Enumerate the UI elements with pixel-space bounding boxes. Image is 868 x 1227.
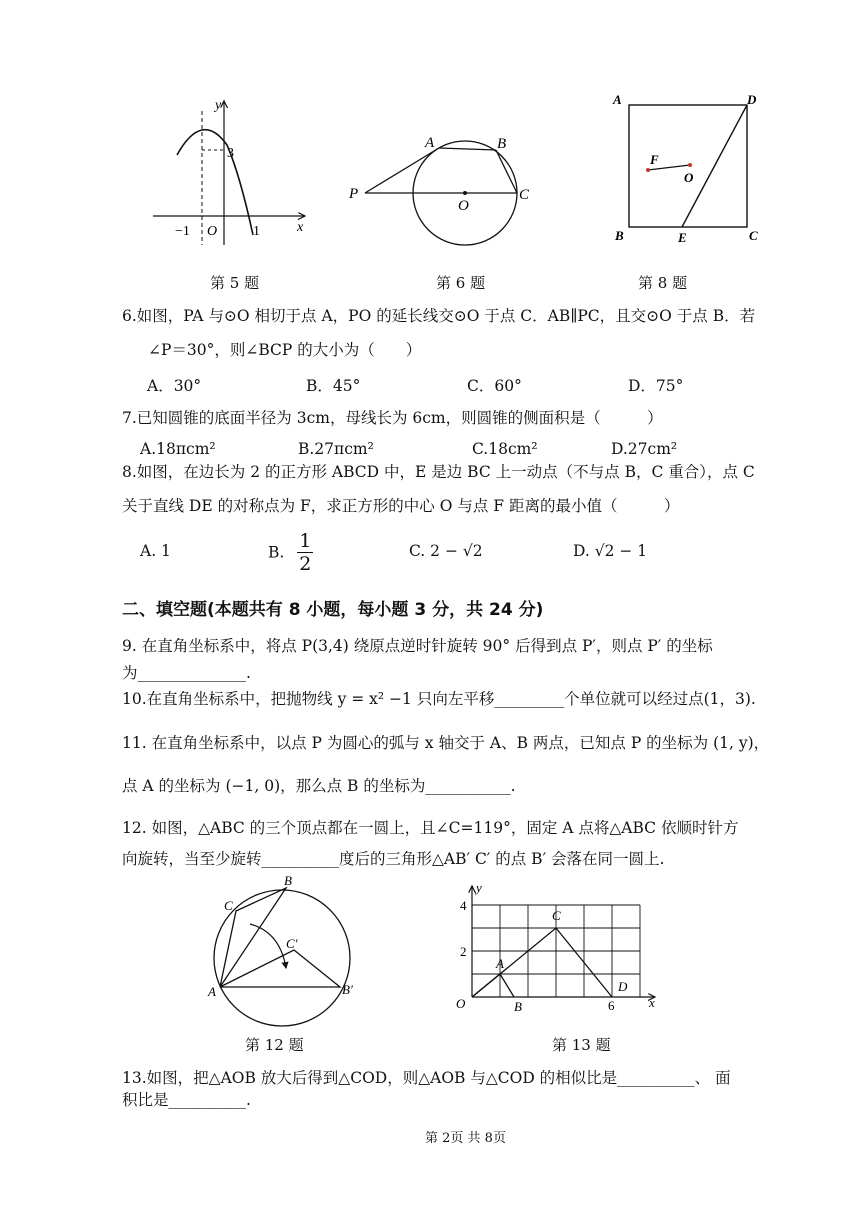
tangent-pa xyxy=(365,148,439,193)
question-6-option-b: B．45° xyxy=(306,377,361,395)
neg-one-label: −1 xyxy=(175,224,190,239)
figure-8-square xyxy=(610,88,770,250)
fraction-one-half xyxy=(297,530,313,575)
question-7-option-d: D.27cm² xyxy=(611,440,678,458)
section-2-title: 二、填空题(本题共有 8 小题，每小题 3 分，共 24 分) xyxy=(122,600,544,620)
figure-8-caption: 第 8 题 xyxy=(638,274,688,292)
figure-13-caption: 第 13 题 xyxy=(552,1036,611,1054)
question-8-option-a: A. 1 xyxy=(140,542,171,560)
question-8-line-1: 8.如图，在边长为 2 的正方形 ABCD 中，E 是边 BC 上一动点（不与点 B，C 重合），点 C xyxy=(122,463,755,481)
x-label: x xyxy=(297,220,304,235)
tick-6: 6 xyxy=(608,998,615,1013)
label-a: A xyxy=(208,984,216,999)
square-abcd xyxy=(629,105,747,227)
label-b: B xyxy=(284,873,292,888)
figure-5-caption: 第 5 题 xyxy=(210,274,260,292)
question-6-line-1: 6.如图，PA 与⊙O 相切于点 A，PO 的延长线交⊙O 于点 C．AB∥PC，且交⊙O 于点 B．若 xyxy=(122,307,756,325)
tick-4: 4 xyxy=(460,898,467,913)
fraction-numerator: 1 xyxy=(299,530,312,552)
label-d: D xyxy=(618,979,628,994)
label-a: A xyxy=(496,956,504,971)
origin-label: O xyxy=(456,996,466,1011)
label-c-prime: C′ xyxy=(286,936,298,951)
label-d: D xyxy=(747,92,757,107)
y-intercept-label: 3 xyxy=(227,146,234,161)
label-c: C xyxy=(749,228,758,243)
question-13-line-2: 积比是__________. xyxy=(122,1091,251,1109)
label-b: B xyxy=(615,228,624,243)
origin-label: O xyxy=(207,224,218,239)
label-b-prime: B′ xyxy=(342,982,353,997)
label-c: C xyxy=(519,187,530,203)
one-label: 1 xyxy=(253,224,260,239)
figure-12-rotated-triangle xyxy=(200,872,365,1032)
question-6-line-2: ∠P＝30°，则∠BCP 的大小为（ ） xyxy=(148,341,422,359)
circumcircle xyxy=(214,890,350,1026)
y-label: y xyxy=(215,98,222,113)
question-10-line: 10.在直角坐标系中，把抛物线 y = x² −1 只向左平移_________个单位就可以经过点(1，3). xyxy=(122,690,756,708)
question-13-line-1: 13.如图，把△AOB 放大后得到△COD，则△AOB 与△COD 的相似比是__________、 面 xyxy=(122,1069,731,1087)
page-footer: 第 2页 共 8页 xyxy=(425,1131,506,1146)
question-6-option-c: C．60° xyxy=(467,377,522,395)
label-o: O xyxy=(684,170,694,185)
triangle-cod xyxy=(472,928,612,997)
segment-de xyxy=(682,105,747,227)
x-label: x xyxy=(649,995,655,1010)
figure-5-parabola xyxy=(145,95,320,255)
question-8-option-b xyxy=(268,530,313,575)
question-9-line-2: 为______________. xyxy=(122,664,251,682)
question-6-option-a: A．30° xyxy=(147,377,202,395)
parabola-curve xyxy=(177,130,253,235)
label-a: A xyxy=(425,135,435,151)
option-b-label: B. xyxy=(268,543,285,562)
segment-bc xyxy=(496,150,517,193)
label-p: P xyxy=(349,186,359,202)
question-7-line: 7.已知圆锥的底面半径为 3cm，母线长为 6cm，则圆锥的侧面积是（ ） xyxy=(122,409,663,427)
tick-2: 2 xyxy=(460,944,467,959)
label-o: O xyxy=(458,198,469,214)
label-b: B xyxy=(497,136,507,152)
triangle-ab-prime-c-prime xyxy=(220,950,340,987)
point-f xyxy=(646,168,650,172)
question-8-option-c: C. 2 − √2 xyxy=(409,542,483,560)
point-o xyxy=(688,163,692,167)
question-12-line-2: 向旋转，当至少旋转__________度后的三角形△AB′ C′ 的点 B′ 会落在同一圆上. xyxy=(122,850,665,868)
question-12-line-1: 12. 如图，△ABC 的三个顶点都在一圆上，且∠C=119°，固定 A 点将△ABC 依顺时针方 xyxy=(122,819,739,837)
triangle-aob xyxy=(472,974,514,997)
question-8-line-2: 关于直线 DE 的对称点为 F，求正方形的中心 O 与点 F 距离的最小值（ ） xyxy=(122,497,680,515)
label-b: B xyxy=(514,999,522,1014)
label-a: A xyxy=(613,92,622,107)
rotation-arrow xyxy=(250,924,286,968)
figure-12-caption: 第 12 题 xyxy=(245,1036,304,1054)
question-7-option-b: B.27πcm² xyxy=(298,440,374,458)
y-label: y xyxy=(476,880,482,895)
question-8-option-d: D. √2 − 1 xyxy=(573,542,648,560)
question-9-line-1: 9. 在直角坐标系中，将点 P(3,4) 绕原点逆时针旋转 90° 后得到点 P′，则点 P′ 的坐标 xyxy=(122,637,713,655)
figure-6-circle-tangent xyxy=(345,130,540,250)
question-7-option-c: C.18cm² xyxy=(472,440,538,458)
label-c: C xyxy=(552,908,561,923)
question-7-option-a: A.18πcm² xyxy=(140,440,216,458)
figure-6-caption: 第 6 题 xyxy=(436,274,486,292)
chord-ab xyxy=(439,148,496,150)
figure-13-grid xyxy=(450,878,670,1018)
label-e: E xyxy=(678,230,687,245)
question-11-line-1: 11. 在直角坐标系中，以点 P 为圆心的弧与 x 轴交于 A、B 两点，已知点 P 的坐标为 (1, y)， xyxy=(122,734,770,752)
question-11-line-2: 点 A 的坐标为 (−1, 0)，那么点 B 的坐标为___________. xyxy=(122,777,516,795)
center-dot xyxy=(463,191,467,195)
label-f: F xyxy=(650,152,659,167)
question-6-option-d: D．75° xyxy=(628,377,684,395)
label-c: C xyxy=(224,898,233,913)
fraction-denominator: 2 xyxy=(299,553,312,575)
